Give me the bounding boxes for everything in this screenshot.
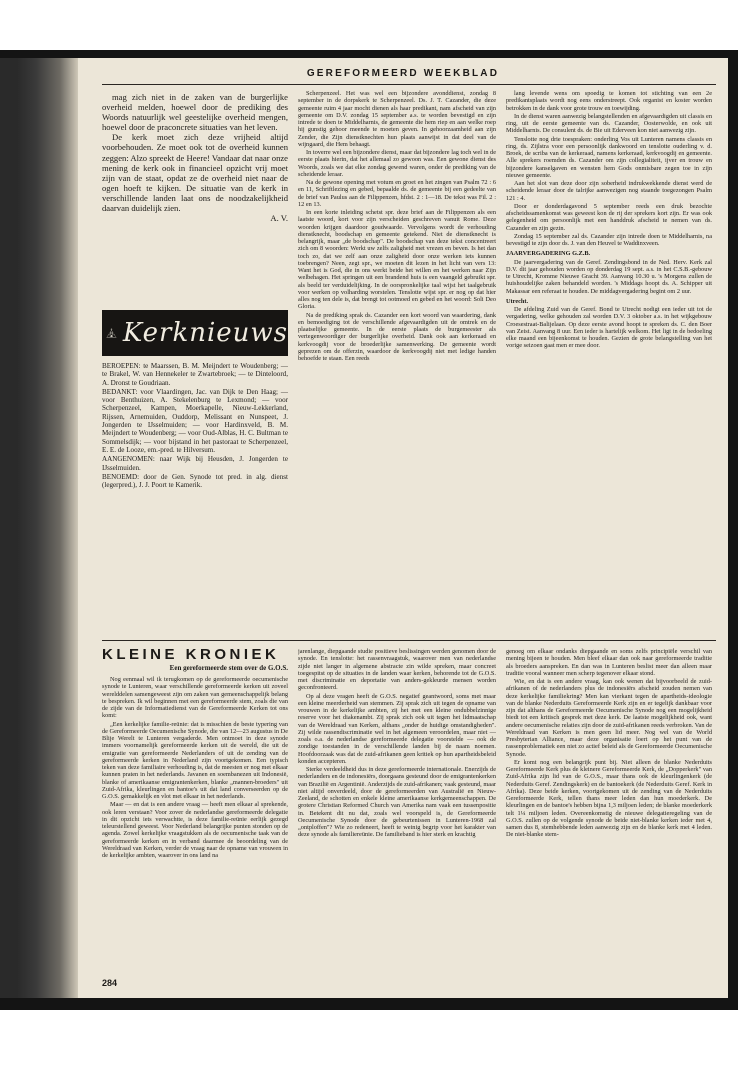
kleine-kroniek-subtitle: Een gereformeerde stem over de G.O.S. (169, 664, 288, 672)
beroepen-entry: BEROEPEN: te Maarssen, B. M. Meijndert te Woudenberg; — te Brakel, W. van Hennekeler te Zwartebroek; — te Dinteloord, A. Dronst te Goudriaan. (102, 362, 288, 387)
kroniek-column-2 (298, 648, 496, 983)
article-paragraph: Door er donderdagavond 5 september reeds een druk bezochte afscheidssamenkomst was geweest kon de rij der sprekers kort zijn. Er was ook gelegenheid om persoonlijk met een handdruk afscheid te nemen van ds. Cazander en zijn gezin. (506, 202, 712, 232)
benoemd-entry: BENOEMD: door de Gen. Synode tot pred. in alg. dienst (legerpred.), J. J. Poort te Kamerik. (102, 472, 288, 490)
utrecht-heading: Utrecht. (506, 297, 529, 305)
article-paragraph: De afdeling Zuid van de Geref. Bond te Utrecht nodigt een ieder uit tot de vergadering, welke gehouden zal worden D.V. 3 oktober a.s. in het wijkgebouw Croesestraat-Balijelaan. Op deze eerste avond hoopt te spreken ds. C. den Boer van Zeist. Aanvang 8 uur. Een ieder is hartelijk welkom. Het ligt in de bedoeling elke maand een bijeenkomst te houden. Gezien de grote belangstelling van het vorige seizoen gaat men er mee door. (506, 306, 712, 350)
kroniek-column-3 (506, 648, 712, 983)
article-paragraph: In een korte inleiding schetst spr. deze brief aan de Filippenzen als een laatste woord, kort voor zijn verscheiden geschreven vanuit Rome. Deze woorden krijgen daardoor goudwaarde. Vervolgens wordt de verhouding dienstknecht, boodschap en gemeente getekend. Niet de dienstknecht is belangrijk, maar „de boodschap". De boodschap van deze tekst concentreert zich om 8 woorden: Werkt uw zelfs zaligheid met vrezen en beven. Is het dan toch zo, dat we zelf aan onze zaligheid door onze werken iets kunnen toebrengen? Neen, zegt spr., we moeten dit lezen in het licht van vers 13: Want het is God, die in ons werkt beide het willen en het werken naar Zijn welbehagen. Het springen uit een brandend huis is een vaangeld gebruikt spr. als beeld ter verduidelijking. In de oorspronkelijke taal wijst het taalgebruik voor werken op volharding worstelen. Tenslotte wijst spr. er nog op dat hier alles nog ten dele is, dat brengt tot ootmoed en gebed en het woord: Soli Deo Gloria. (298, 209, 496, 311)
editorial-paragraph: mag zich niet in de zaken van de burgerlijke overheid melden, hoewel door de prediking des Woords natuurlijk wel geestelijke overheid mengen, hoewel door de praconcrete situaties van het leven. (102, 92, 288, 133)
kerknieuws-banner (102, 310, 288, 356)
article-paragraph: jarenlange, diepgaande studie positieve beslissingen werden genomen door de synode. En tenslotte: het rassenvraagstuk, waarover men van nederlandse zijde niet langer in algemene abstracte zin wilde spreken, maar concreet toegespitst op de situaties in de landen waar kerken, behorende tot de G.O.S. met discriminatie en deportatie van anders-gekleurde mensen worden geconfronteerd. (298, 648, 496, 692)
section-rule (102, 640, 716, 641)
editorial-paragraph: De kerk moet zich deze vrijheid altijd voorbehouden. Ze moet ook tot de overheid kunnen zeggen: Alzo spreekt de Heere! Vandaar dat naar onze mening de kerk ook in financieel opzicht vrij moet zijn van de staat, opdat ze de overheid niet naar de ogen hoeft te kijken. De situatie van de kerk in verschillende landen laat ons de noodzakelijkheid daarvan duidelijk zien. (102, 132, 288, 214)
editorial-signature: A. V. (270, 213, 288, 224)
kerknieuws-title: Kerknieuws (122, 318, 288, 348)
article-paragraph: Na de prediking sprak ds. Cazander een kort woord van waardering, dank en bemoediging tot de verschillende afgevaardigden uit de omtrek en de plaatselijke gemeente. In de eerste plaats de burgemeester als vertegenwoordiger der burgerlijke overheid. Dank ook aan kerkeraad en kerkvoogdij voor de broederlijke samenwerking. De gemeente wordt geprezen om de offerzin, waardoor de kerkvoogdij niet met ledige handen behoefde te staan. Een reeds (298, 311, 496, 362)
kleine-kroniek-title: KLEINE KRONIEK (102, 646, 280, 663)
article-paragraph: Tenslotte nog drie toespraken: onderling Vos uit Lunteren namens classis en ring, ds. Zijlstra voor een persoonlijk dankwoord en tenslotte ouderling v. d. Broek, de scriba van de kerkeraad, namens kerkeraad, kerkvoogdij en gemeente. Alle sprekers roemden ds. Cazander om zijn collegialiteit, ijver en trouw en bijzondere kanselgaven en wensten hem Gods onmisbare zegen toe in zijn nieuwe gemeente. (506, 135, 712, 179)
page-number: 284 (102, 978, 118, 988)
column-3-top (506, 90, 712, 636)
kroniek-column-1 (102, 676, 288, 972)
article-paragraph: Nog eenmaal wil ik terugkomen op de gereformeerde oecumenische synode te Lunteren, waar verschillende gereformeerde kerken uit zoveel werelddelen samengeweest zijn om zaken van gemeenschappelijk belang te bespreken. Ik wil beginnen met een gereformeerde stem, zoals die van de zijde van de Informatiedienst van de Gereformeerde Kerken tot ons komt: (102, 676, 288, 720)
article-paragraph: genoeg om elkaar ondanks diepgaande en soms zelfs principiële verschil van mening bijeen te houden. Men bleef elkaar dan ook naar gereformeerde traditie als broeders aanspreken. En dan was in Lunteren beslist meer dan alleen maar traditie vooral wanneer men scherp tegenover elkaar stond. (506, 648, 712, 677)
jaarvergadering-heading: JAARVERGADERING G.Z.B. (506, 250, 591, 258)
article-paragraph: Wie, en dat is een andere vraag, kan ook wenen dat bijvoorbeeld de zuid-afrikanen of de nederlanders plus de indonesiërs afscheid zouden nemen van deze kerkelijke familiekring? Men kan vierkant tegen de apartheids-ideologie van de blanke Nederduits Gereformeerde Kerk zijn en er tegelijk dankbaar voor zijn dat althans de Gereformeerde Oecumenische Synode nog een mogelijkheid biedt tot een kritisch gesprek met deze kerk. De laatste mogelijkheid ook, want andere oecumenische relaties zijn door de zuid-afrikanen reeds verbroken. Van de Wereldraad van Kerken is men geen lid meer. Nog wel van de World Presbyterian Alliance, maar deze organisatie loert op het punt van de rassenproblematiek een niet zo actief beleid als de Gereformeerde Oecumenische Synode. (506, 678, 712, 758)
article-paragraph: Er komt nog een belangrijk punt bij. Niet alleen de blanke Nederduits Gereformeerde Kerk plus de kleinere Gereformeerde Kerk, de „Dopperkerk" van Zuid-Afrika zijn lid van de G.O.S., maar thans ook de kleurlingenkerk (de Nederduits Geref. Zendingskerk) en de bantoekerk (de Nederduits Geref. Kerk in Afrika). Deze beide kerken, voortgekomen uit de zending van de Nederduits Gereformeerde Kerk, tellen thans meer leden dan hun moederkerk. De kleurlingen en de bantoe's hebben bijna 1,3 miljoen leden; de blanke moederkerk telt 1¼ miljoen leden. Overeenkomstig de nieuwe delegatieregeling van de G.O.S. zullen op de volgende synode de beide niet-blanke kerken ieder met 4, samen dus 8, stemhebbende leden aanwezig zijn en de blanke kerk met 4 leden. De niet-blanke stem- (506, 758, 712, 839)
church-icon (106, 313, 117, 353)
article-paragraph: Maar — en dat is een andere vraag — heeft men elkaar al sprekende, ook leren verstaan? Voor zover de nederlandse gereformeerde delegatie in dit opzicht iets verwachtte, is deze familie-reünie eerlijk gezegd teleurstellend geweest. Voor Nederland belangrijke punten stonden op de agenda. Zowel kerkelijke vraagstukken als de oecumenische taak van de gereformeerde kerken en in verband daarmee de beoordeling van de Wereldraad van Kerken, verder de vraag naar de opname van vrouwen in de kerkelijke ambten, waarover in ons land na (102, 801, 288, 859)
article-paragraph: Op al deze vragen heeft de G.O.S. negatief geantwoord, soms met maar een kleine meerderheid van stemmen. Zij sprak zich uit tegen de opname van vrouwen in de kerkelijke ambten, zij het met een kleine ondubbelzinnige reserve voor het diakenambt. Zij sprak zich ook uit tegen het lidmaatschap van de Wereldraad van Kerken, althans „onder de huidige omstandigheden". Zij wilde rassendiscriminatie wel in het algemeen veroordelen, maar niet — zoals o.a. de nederlandse gereformeerde delegatie voorstelde — ook de zondige toestanden in de verschillende landen bij de naam noemen. Hoofdoorzaak was dat de zuid-afrikanen geen kritiek op hun apartheidsbeleid konden accepteren. (298, 692, 496, 765)
page-edge-shadow (18, 58, 78, 998)
aangenomen-entry: AANGENOMEN: naar Wijk bij Heusden, J. Jongerden te IJsselmuiden. (102, 455, 288, 472)
article-paragraph: Aan het slot van deze door zijn soberheid indrukwekkende dienst werd de scheidende leraar door de talrijke aanwezigen nog staande toegezongen Psalm 121 : 4. (506, 180, 712, 202)
article-paragraph: „Een kerkelijke familie-reünie: dat is misschien de beste typering van de Gereformeerde Oecumenische Synode, die van 12—23 augustus in De Blije Werelt te Lunteren vergaderde. Men ontmoet in deze synode immers voornamelijk gereformeerde kerken uit de wereld, die uit de emigratie van gereformeerde Nederlanders of uit de zending van de gereformeerde kerken in Nederland zijn voortgekomen. Een typisch teken van deze familiaire verhouding is, dat de meesten er nog met elkaar kunnen praten in het nederlands. Javanen en soembanezen uit Indonesië, blanke of amerikaanse emigrantenkerken, blanke „mannen-broeders" uit Zuid-Afrika, kleurlingen en bantoe's uit dat land converseerden op de G.O.S. gemakkelijk en vlot met elkaar in het nederlands. (102, 720, 288, 800)
article-paragraph: Scherpenzeel. Het was wel een bijzondere avonddienst, zondag 8 september in de dorpskerk te Scherpenzeel. Ds. J. T. Cazander, die deze gemeente ruim 4 jaar mocht dienen als haar predikant, nam afscheid van zijn gemeente om D.V. zondag 15 september a.s. te worden bevestigd en zijn intrede te doen te Middelharnis, de gemeente die hem riep en aan welke roep hij gunstig gehoor meende te moeten geven. In gehoorzaamheid aan zijn Zender, die Zijn dienstknechten hun plaats aanwijst in dat deel van de wijngaard, die Hem behaagt. (298, 90, 496, 148)
column-2-top (298, 90, 496, 636)
article-paragraph: In de dienst waren aanwezig belangstellenden en afgevaardigden uit classis en ring, uit de eerste gemeente van ds. Cazander, Oosterwolde, en ook uit Middelharnis. De consulent ds. de Bie uit Ederveen kon niet aanwezig zijn. (506, 112, 712, 135)
article-paragraph: Zondag 15 september zal ds. Cazander zijn intrede doen te Middelharnis, na bevestigd te zijn door ds. J. van den Heuvel te Waddinxveen. (506, 232, 712, 247)
header-rule (102, 84, 716, 85)
bedankt-entry: BEDANKT: voor Vlaardingen, Jac. van Dijk te Den Haag; — voor Benthuizen, A. Stekelenburg te Lexmond; — voor Scherpenzeel, Kampen, Moerkapelle, Nieuw-Lekkerland, Rijssen, Arnemuiden, Ouddorp, Melissant en Nunspeet, J. Jongerden te IJsselmuiden; — voor Hardinxveld, B. M. Meijndert te Woudenberg; — voor Oud-Alblas, H. C. Bultman te Sommelsdijk; — voor bijstand in het pastoraat te Scherpenzeel, E. E. de Looze, em.-pred. te Hilversum. (102, 387, 288, 454)
article-paragraph: lang levende wens om spoedig te komen tot stichting van een 2e predikantsplaats wordt nog eens onderstreept. Ook organist en koster worden betrokken in de dank voor grote trouw en toewijding. (506, 90, 712, 112)
article-paragraph: In toverre wel een bijzondere dienst, maar dat bijzondere lag toch wel in de eerste plaats hierin, dat het allemaal zo gewoon was. Een gewone dienst des Woords, zoals we dat elke zondag gewend waren, onder de prediking van de scheidende leraar. (298, 149, 496, 178)
page-header: GEREFORMEERD WEEKBLAD (306, 68, 500, 79)
editorial-text (102, 92, 288, 223)
newspaper-page (78, 58, 728, 998)
article-paragraph: De jaarvergadering van de Geref. Zendingsbond in de Ned. Herv. Kerk zal D.V. dit jaar gehouden worden op donderdag 19 sept. a.s. in het C.S.B.-gebouw te Utrecht, Kromme Nieuwe Gracht 39. Aanvang 10.30 u. 's Morgens zullen de huishoudelijke zaken behandeld worden. 's Middags hoopt ds. A. Schipper uit Makassar een referaat te houden. De middagvergadering begint om 2 uur. (506, 258, 712, 295)
article-paragraph: Sterke verdeeldheid dus in deze gereformeerde internationale. Enerzijds de nederlanders en de indonesiërs, doorgaans gesteund door de emigrantenkerken van Brazilië en Argentinië. Anderzijds de zuid-afrikanen; vaak gesteund, maar niet altijd onverdeeld, door de gereformeerden van Australië en Nieuw-Zeeland, de schotten en enkele kleine amerikaanse kerkgemeenschappen. De grotere Christian Reformed Church van Amerika nam vaak een tussenpositie in. Betekent dit nu dat, zoals wel voorspeld is, de Gereformeerde Oecumenische Synode door de gebeurtenissen in Lunteren-1968 zal „ontploffen"? Wie zo redeneert, heeft te weinig begrip voor het karakter van deze synode als familiereünie. De familieband is hier sterk en krachtig (298, 766, 496, 839)
kerknieuws-list (102, 362, 288, 490)
article-paragraph: Na de gewone opening met votum en groet en het zingen van Psalm 72 : 6 en 11, Schriftlezing en gebed, bepaalde ds. de gemeente bij een gedeelte van de brief van Paulus aan de Filippenzen, hfdst. 2 : 1—18. De tekst was Fil. 2 : 12 en 13. (298, 179, 496, 208)
book-binding (0, 58, 18, 998)
